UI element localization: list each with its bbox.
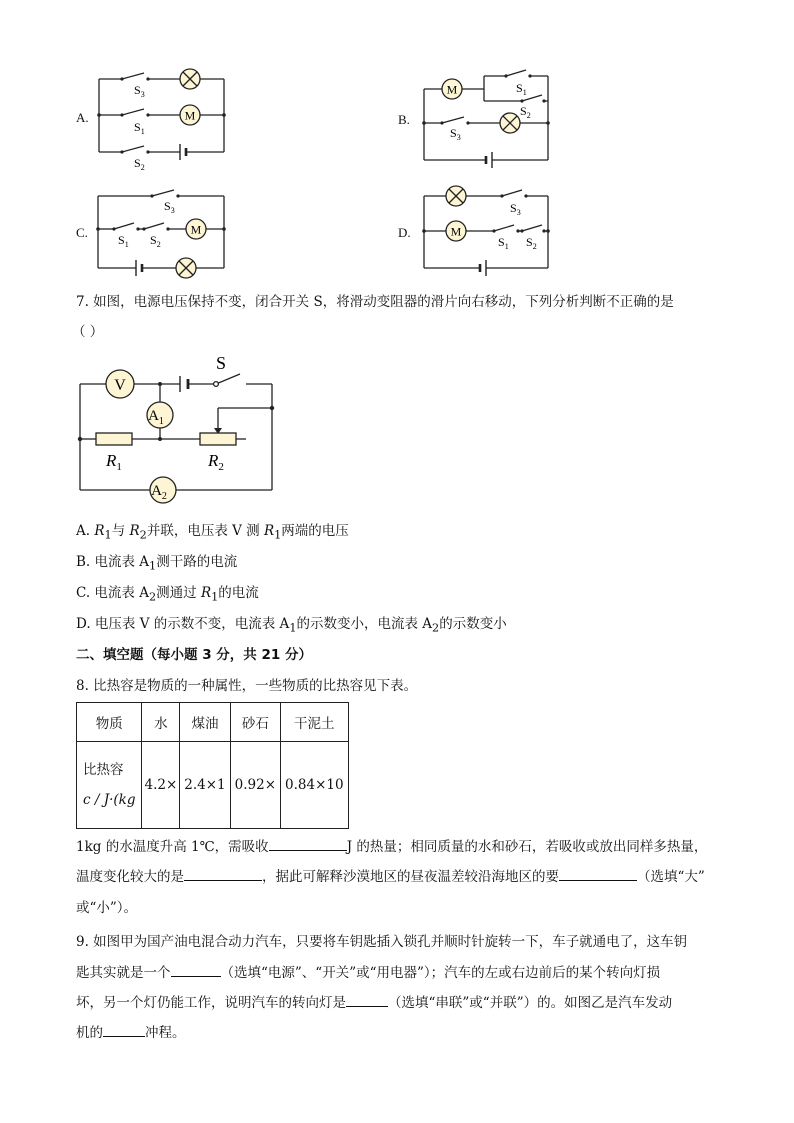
q8-line2: 温度变化较大的是 ，据此可解释沙漠地区的昼夜温差较沿海地区的要 （选填“大” bbox=[76, 866, 705, 887]
q7-circuit-diagram bbox=[76, 348, 286, 508]
option-d-letter: D. bbox=[398, 225, 411, 240]
table-header-cell: 物质 bbox=[77, 703, 142, 742]
table-header-cell: 干泥土 bbox=[281, 703, 349, 742]
r2-label: $R_2$ bbox=[208, 451, 224, 473]
specific-heat-table-wrapper bbox=[76, 702, 344, 828]
table-cell: 2.4×1 bbox=[180, 742, 230, 829]
q7-option-b[interactable]: B. 电流表 $A_1$测干路的电流 bbox=[76, 554, 238, 573]
r1-label: $R_1$ bbox=[106, 451, 122, 473]
lamp-icon bbox=[180, 69, 200, 89]
answer-blank[interactable] bbox=[103, 1022, 145, 1037]
svg-text:A2: $A_2$ bbox=[151, 483, 167, 502]
q7-stem: 7. 如图，电源电压保持不变，闭合开关 S，将滑动变阻器的滑片向右移动，下列分析判断不正确的是 bbox=[76, 294, 674, 310]
q9-line1: 9. 如图甲为国产油电混合动力汽车，只要将车钥匙插入锁孔并顺时针旋转一下，车子就通电了，这车钥 bbox=[76, 934, 688, 950]
option-b-letter: B. bbox=[398, 112, 410, 127]
svg-text:M: M bbox=[190, 222, 202, 237]
svg-text:A1: $A_1$ bbox=[148, 408, 164, 427]
svg-text:M: M bbox=[450, 224, 462, 239]
table-header-row bbox=[77, 703, 349, 742]
svg-text:S2: $S_2$ bbox=[150, 233, 161, 249]
q7-answer-paren: （ ） bbox=[72, 324, 104, 340]
answer-blank[interactable] bbox=[346, 992, 388, 1007]
q7-option-a[interactable]: A. $R_1$与 $R_2$并联，电压表 V 测 $R_1$两端的电压 bbox=[76, 523, 349, 542]
option-c-letter: C. bbox=[76, 225, 88, 240]
table-cell: 0.92× bbox=[230, 742, 280, 829]
q8-line1: 1kg 的水温度升高 1℃，需吸收 J 的热量；相同质量的水和砂石，若吸收或放出同样多热量， bbox=[76, 836, 707, 857]
svg-text:S1: $S_1$ bbox=[134, 120, 145, 136]
svg-text:S2: $S_2$ bbox=[526, 235, 537, 251]
battery-icon bbox=[136, 260, 142, 276]
voltmeter-icon bbox=[106, 370, 134, 398]
section-heading: 二、填空题（每小题 3 分，共 21 分） bbox=[76, 647, 312, 663]
table-header-cell: 水 bbox=[142, 703, 180, 742]
svg-text:S3: $S_3$ bbox=[164, 199, 175, 215]
ammeter-a1-icon bbox=[147, 402, 173, 428]
specific-heat-table bbox=[76, 702, 349, 829]
answer-blank[interactable] bbox=[171, 962, 221, 977]
option-a-letter: A. bbox=[76, 110, 89, 125]
table-row bbox=[77, 742, 349, 829]
motor-icon bbox=[180, 105, 200, 125]
q7-option-c[interactable]: C. 电流表 $A_2$测通过 $R_1$的电流 bbox=[76, 585, 259, 604]
answer-blank[interactable] bbox=[559, 866, 637, 881]
q9-line4: 机的 冲程。 bbox=[76, 1022, 186, 1043]
table-cell: 0.84×10 bbox=[281, 742, 349, 829]
svg-text:S1: $S_1$ bbox=[118, 233, 129, 249]
motor-icon bbox=[446, 221, 466, 241]
motor-icon bbox=[186, 219, 206, 239]
resistor-r1-icon bbox=[96, 433, 132, 445]
svg-text:M: M bbox=[184, 108, 196, 123]
svg-text:S3: $S_3$ bbox=[134, 83, 145, 99]
table-row-label: 比热容 c / J·(kg bbox=[77, 742, 142, 829]
battery-icon bbox=[180, 144, 186, 160]
svg-text:S2: $S_2$ bbox=[134, 156, 145, 172]
svg-text:S3: $S_3$ bbox=[450, 126, 461, 142]
q8-stem: 8. 比热容是物质的一种属性，一些物质的比热容见下表。 bbox=[76, 678, 418, 694]
battery-icon bbox=[486, 152, 492, 168]
ammeter-a2-icon bbox=[150, 477, 176, 503]
answer-blank[interactable] bbox=[269, 836, 347, 851]
lamp-icon bbox=[176, 258, 196, 278]
svg-text:M: M bbox=[446, 82, 458, 97]
option-d-circuit bbox=[418, 182, 558, 282]
lamp-icon bbox=[446, 186, 466, 206]
table-header-cell: 砂石 bbox=[230, 703, 280, 742]
svg-text:S1: $S_1$ bbox=[516, 81, 527, 97]
option-a-circuit bbox=[94, 64, 234, 174]
svg-text:S3: $S_3$ bbox=[510, 201, 521, 217]
switch-label: S bbox=[216, 353, 227, 373]
battery-icon bbox=[180, 376, 188, 392]
rheostat-r2-icon bbox=[200, 433, 236, 445]
q7-option-d[interactable]: D. 电压表 V 的示数不变，电流表 $A_1$的示数变小，电流表 $A_2$的示数变小 bbox=[76, 616, 507, 635]
lamp-icon bbox=[500, 113, 520, 133]
svg-text:S2: $S_2$ bbox=[520, 104, 531, 120]
battery-icon bbox=[480, 260, 486, 276]
q9-line2: 匙其实就是一个 （选填“电源”、“开关”或“用电器”）；汽车的左或右边前后的某个转向灯损 bbox=[76, 962, 660, 983]
option-b-circuit bbox=[418, 64, 558, 174]
answer-blank[interactable] bbox=[184, 866, 262, 881]
svg-text:V: V bbox=[114, 377, 126, 394]
table-header-cell: 煤油 bbox=[180, 703, 230, 742]
q9-line3: 坏，另一个灯仍能工作，说明汽车的转向灯是 （选填“串联”或“并联”）的。如图乙是汽车发动 bbox=[76, 992, 672, 1013]
table-cell: 4.2× bbox=[142, 742, 180, 829]
q8-line3: 或“小”）。 bbox=[76, 900, 138, 916]
motor-icon bbox=[442, 79, 462, 99]
option-c-circuit bbox=[94, 182, 234, 282]
svg-text:S1: $S_1$ bbox=[498, 235, 509, 251]
